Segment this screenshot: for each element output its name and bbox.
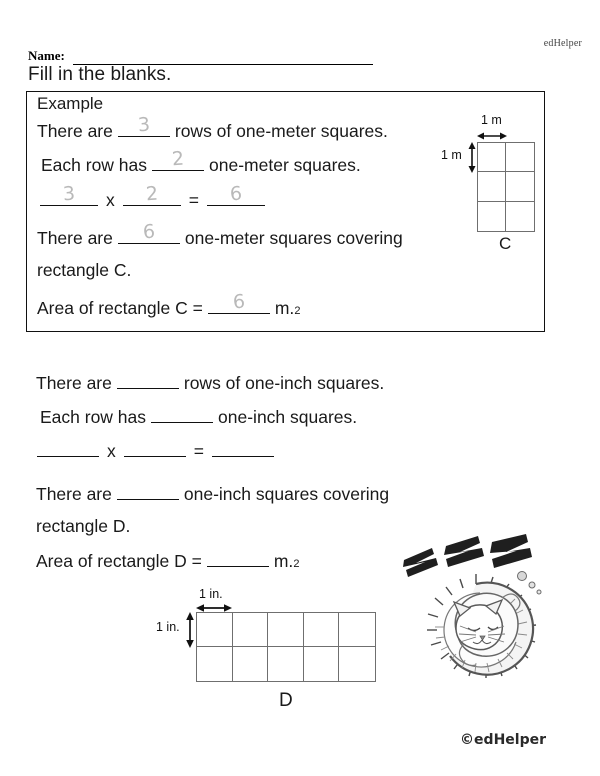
problem-blank-product[interactable] (212, 438, 274, 457)
problem-multiply-symbol: x (107, 441, 116, 461)
example-line-each-row (41, 147, 361, 176)
example-line-area (37, 290, 301, 319)
problem-answer-each-row (151, 419, 213, 423)
grid-cell (506, 172, 534, 201)
rect-c-width-arrow-icon (477, 131, 507, 141)
problem-equation (32, 438, 279, 462)
problem-blank-factor-a[interactable] (37, 438, 99, 457)
problem-line2-post: one-inch squares. (218, 407, 358, 427)
example-line2-pre: Each row has (41, 155, 148, 175)
grid-cell (268, 613, 304, 647)
problem-answer-factor-b (124, 453, 186, 457)
problem-unit: m. (273, 551, 294, 571)
grid-cell (506, 143, 534, 172)
example-line4-pre: There are (37, 228, 113, 248)
rect-c-height-arrow-icon (467, 142, 477, 173)
example-blank-factor-b[interactable] (123, 182, 181, 206)
problem-line-area (36, 548, 299, 572)
problem-blank-rows[interactable] (117, 370, 179, 389)
problem-answer-factor-a (37, 453, 99, 457)
problem-blank-total-squares[interactable] (117, 481, 179, 500)
example-line2-post: one-meter squares. (209, 155, 361, 175)
example-unit: m. (274, 298, 295, 318)
example-line-rows (37, 113, 388, 142)
rectangle-d-grid (196, 612, 376, 682)
example-unit-exponent: 2 (294, 305, 301, 317)
grid-cell (304, 613, 340, 647)
rect-d-height-label: 1 in. (156, 620, 180, 634)
brand-top: edHelper (543, 38, 582, 49)
grid-cell (304, 647, 340, 681)
problem-equals-symbol: = (193, 441, 204, 461)
example-line1-pre: There are (37, 121, 113, 141)
problem-answer-area (207, 563, 269, 567)
grid-cell (339, 647, 375, 681)
problem-line-each-row (40, 404, 357, 428)
example-equals-symbol: = (188, 190, 199, 210)
grid-cell (506, 202, 534, 231)
example-blank-area[interactable] (208, 290, 270, 314)
name-input-line[interactable] (73, 51, 373, 65)
problem-line4-pre: There are (36, 484, 112, 504)
rect-c-width-label: 1 m (481, 113, 502, 127)
grid-cell (197, 647, 233, 681)
example-answer-factor-a: 3 (62, 182, 76, 206)
problem-line-rectangle-d (36, 516, 130, 537)
zzz-icon (403, 534, 532, 577)
problem-line2-pre: Each row has (40, 407, 147, 427)
grid-cell (197, 613, 233, 647)
example-blank-factor-a[interactable] (40, 182, 98, 206)
problem-line5-text: rectangle D. (36, 516, 131, 536)
rect-d-width-label: 1 in. (199, 587, 223, 601)
name-label: Name: (28, 48, 65, 63)
problem-blank-area[interactable] (207, 548, 269, 567)
grid-cell (233, 647, 269, 681)
problem-unit-exponent: 2 (293, 558, 300, 570)
grid-cell (478, 143, 506, 172)
example-line1-post: rows of one-meter squares. (174, 121, 388, 141)
name-field-row (28, 48, 373, 65)
problem-line4-post: one-inch squares covering (183, 484, 390, 504)
problem-line-covering (36, 481, 389, 505)
sleeping-hedgehog-illustration (398, 532, 553, 690)
example-answer-rows: 3 (137, 113, 151, 137)
problem-line1-post: rows of one-inch squares. (183, 373, 385, 393)
example-blank-each-row[interactable] (152, 147, 204, 171)
rectangle-d-label: D (279, 690, 293, 711)
example-answer-product: 6 (229, 182, 243, 206)
rect-c-height-label: 1 m (441, 148, 462, 162)
problem-answer-rows (117, 385, 179, 389)
problem-line6-pre: Area of rectangle D = (36, 551, 202, 571)
rect-d-height-arrow-icon (185, 612, 195, 648)
example-line-rectangle-c (37, 260, 131, 281)
example-box (26, 91, 545, 332)
problem-answer-product (212, 453, 274, 457)
grid-cell (268, 647, 304, 681)
example-blank-total-squares[interactable] (118, 220, 180, 244)
example-line5-text: rectangle C. (37, 260, 132, 280)
footer-copyright: ©edHelper (460, 732, 546, 748)
instruction-text: Fill in the blanks. (28, 64, 172, 85)
example-answer-total-squares: 6 (142, 220, 156, 244)
problem-line-rows (36, 370, 384, 394)
problem-blank-factor-b[interactable] (124, 438, 186, 457)
problem-answer-total-squares (117, 496, 179, 500)
grid-cell (233, 613, 269, 647)
example-line6-pre: Area of rectangle C = (37, 298, 203, 318)
example-title: Example (37, 94, 104, 113)
rectangle-c-grid (477, 142, 535, 232)
example-answer-area: 6 (232, 290, 246, 314)
example-line-covering (37, 220, 403, 249)
example-multiply-symbol: x (106, 190, 115, 210)
example-answer-each-row: 2 (171, 147, 185, 171)
problem-line1-pre: There are (36, 373, 112, 393)
grid-cell (339, 613, 375, 647)
grid-cell (478, 172, 506, 201)
example-answer-factor-b: 2 (144, 182, 159, 206)
example-line4-post: one-meter squares covering (184, 228, 403, 248)
problem-blank-each-row[interactable] (151, 404, 213, 423)
rectangle-c-label: C (499, 234, 512, 253)
example-blank-rows[interactable] (118, 113, 170, 137)
example-blank-product[interactable] (207, 182, 265, 206)
grid-cell (478, 202, 506, 231)
example-equation (35, 182, 270, 211)
